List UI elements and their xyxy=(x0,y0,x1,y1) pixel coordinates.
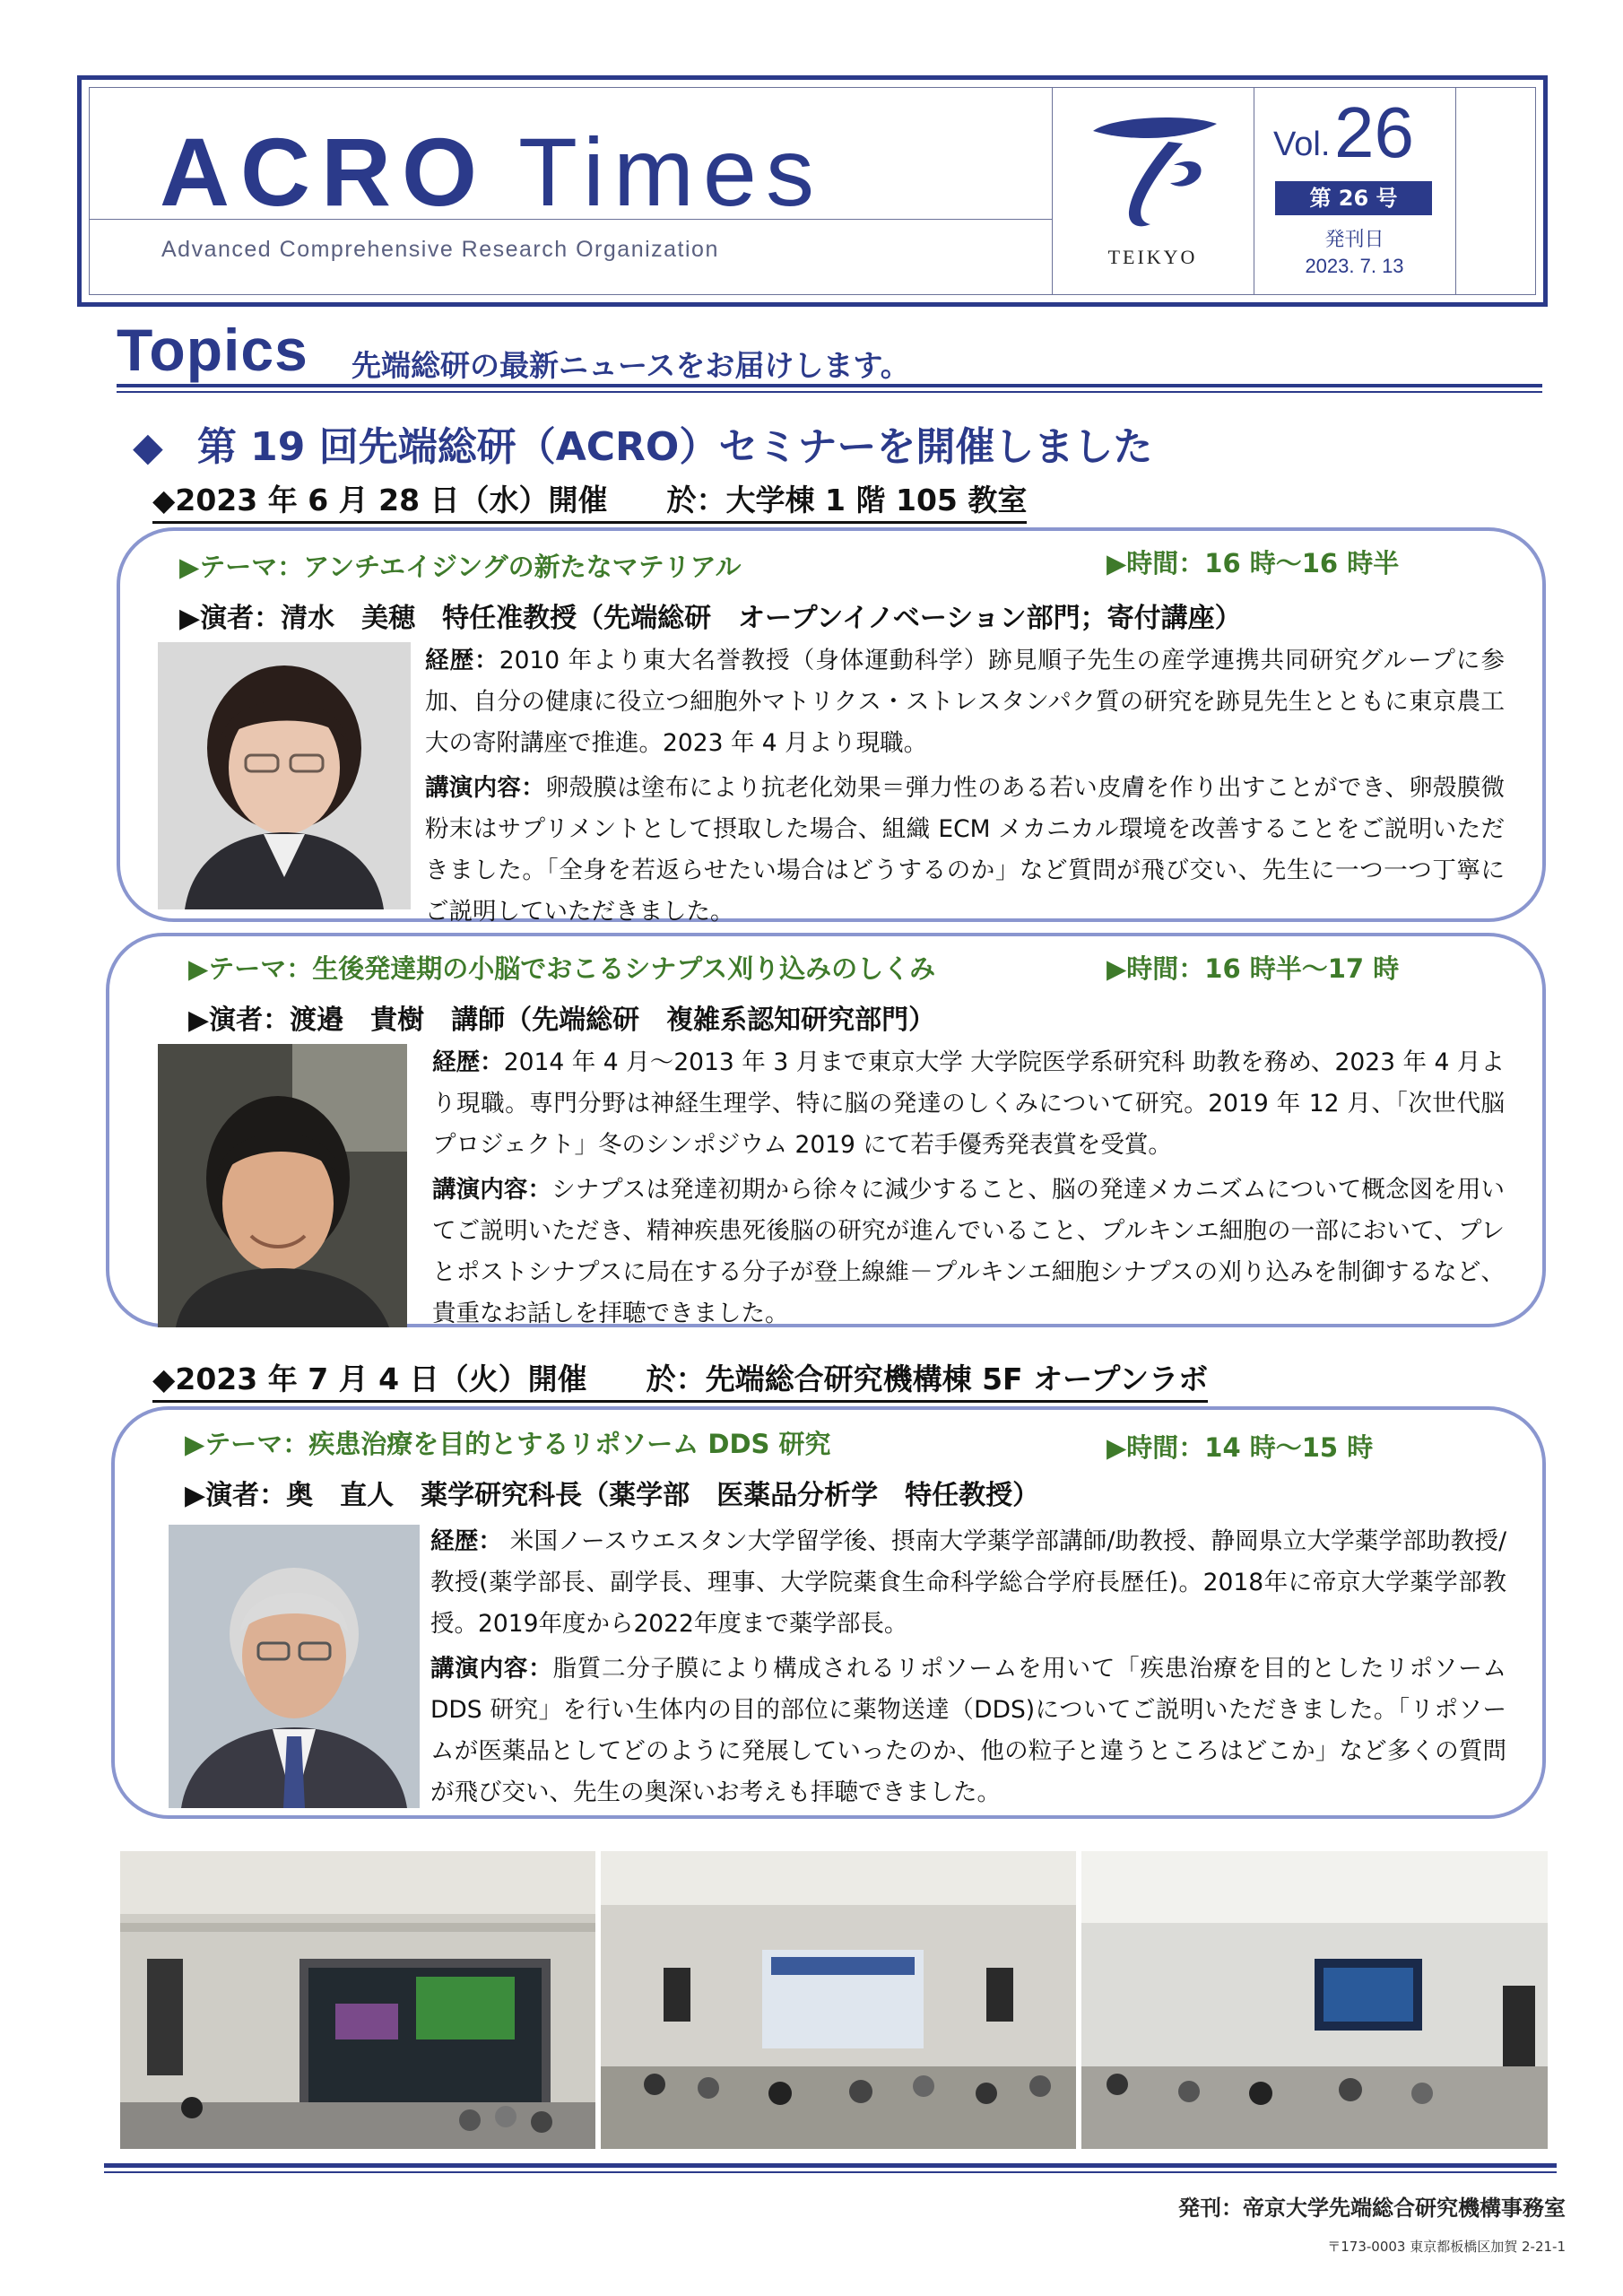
masthead-title-cell xyxy=(90,88,1053,294)
volume-label: Vol. xyxy=(1273,126,1331,163)
seminar-headline xyxy=(133,414,1152,472)
teikyo-logo-icon xyxy=(1086,111,1220,237)
organization-name: Advanced Comprehensive Research Organization xyxy=(161,237,719,262)
footer-rule-thin xyxy=(104,2171,1557,2173)
diamond-icon: ◆ xyxy=(133,424,163,470)
session-time: ▶時間：16 時半～17 時 xyxy=(1107,953,1400,984)
career-label: 経歴： xyxy=(432,1048,504,1076)
event-heading-1: ◆2023 年 6 月 28 日（水）開催 於：大学棟 1 階 105 教室 xyxy=(152,477,1027,524)
masthead-frame xyxy=(89,87,1536,295)
publish-date: 2023. 7. 13 xyxy=(1305,255,1404,277)
session-theme: ▶テーマ：アンチエイジングの新たなマテリアル xyxy=(179,552,742,582)
session-speaker: ▶演者：奥 直人 薬学研究科長（薬学部 医薬品分析学 特任教授） xyxy=(185,1480,1040,1511)
session-box-2 xyxy=(106,933,1546,1327)
lecture-text: 脂質二分子膜により構成されるリポソームを用いて「疾患治療を目的としたリポソーム DDS 研究」を行い生体内の目的部位に薬物送達（DDS)についてご説明いただきました。「リポソームが医薬品としてどのように発展していったのか、他の粒子と違うところはどこか」など多くの質問が飛び交い、先生の奥深いお考えも拝聴できました。 xyxy=(430,1655,1507,1806)
masthead-end-cell xyxy=(1455,88,1535,294)
headline-text: 第 19 回先端総研（ACRO）セミナーを開催しました xyxy=(196,424,1153,470)
brand-title xyxy=(160,117,823,226)
session-theme: ▶テーマ：疾患治療を目的とするリポソーム DDS 研究 xyxy=(185,1429,831,1459)
career-label: 経歴： xyxy=(425,647,499,674)
lecture-text: シナプスは発達初期から徐々に減少すること、脳の発達メカニズムについて概念図を用いてご説明いただき、精神疾患死後脳の研究が進んでいること、プルキンエ細胞の一部において、プレとポストシナプスに局在する分子が登上線維－プルキンエ細胞シナプスの刈り込みを制御するなど、貴重なお話しを拝聴できました。 xyxy=(432,1176,1505,1327)
topics-rule xyxy=(117,384,1542,387)
topics-subtitle: 先端総研の最新ニュースをお届けします。 xyxy=(352,348,910,383)
career-label: 経歴： xyxy=(430,1527,503,1555)
session-speaker: ▶演者：渡邉 貴樹 講師（先端総研 複雑系認知研究部門） xyxy=(188,1004,936,1036)
seminar-photo-3 xyxy=(1081,1851,1548,2149)
address: 〒173-0003 東京都板橋区加賀 2-21-1 xyxy=(1327,2239,1566,2255)
topics-title: Topics xyxy=(117,317,308,383)
career-text: 米国ノースウエスタン大学留学後、摂南大学薬学部講師/助教授、静岡県立大学薬学部助教授/教授(薬学部長、副学長、理事、大学院薬食生命科学総合学府長歴任)。2018年に帝京大学薬学部教授。2019年度から2022年度まで薬学部長。 xyxy=(430,1527,1507,1638)
publish-label: 発刊日 xyxy=(1324,229,1384,251)
speaker-photo-2 xyxy=(158,1044,407,1327)
seminar-photo-2 xyxy=(601,1851,1076,2149)
session-theme: ▶テーマ：生後発達期の小脳でおこるシナプス刈り込みのしくみ xyxy=(188,953,936,984)
session-career xyxy=(430,1521,1506,1645)
masthead-volume-cell xyxy=(1254,88,1456,294)
speaker-photo-1 xyxy=(158,642,411,909)
session-speaker: ▶演者：清水 美穂 特任准教授（先端総研 オープンイノベーション部門；寄付講座） xyxy=(179,603,1242,634)
speaker-photo-3 xyxy=(169,1525,420,1808)
lecture-label: 講演内容： xyxy=(432,1176,552,1204)
title-divider xyxy=(90,219,1052,220)
lecture-label: 講演内容： xyxy=(430,1655,553,1683)
career-text: 2014 年 4 月～2013 年 3 月まで東京大学 大学院医学系研究科 助教を務め、2023 年 4 月より現職。専門分野は神経生理学、特に脳の発達のしくみについて研究。2019 年 12 月、「次世代脳プロジェクト」冬のシンポジウム 2019 にて若手優秀発表賞を受賞。 xyxy=(432,1048,1505,1159)
brand-light: Times xyxy=(518,117,823,226)
session-lecture xyxy=(425,768,1505,933)
session-time: ▶時間：14 時～15 時 xyxy=(1107,1432,1374,1463)
session-box-3 xyxy=(111,1406,1546,1819)
brand-bold: ACRO xyxy=(160,117,488,226)
lecture-text: 卵殻膜は塗布により抗老化効果＝弾力性のある若い皮膚を作り出すことができ、卵殻膜微粉末はサプリメントとして摂取した場合、組織 ECM メカニカル環境を改善することをご説明いただきました。「全身を若返らせたい場合はどうするのか」など質問が飛び交い、先生に一つ一つ丁寧にご説明していただきました。 xyxy=(425,774,1505,926)
topics-rule-thin xyxy=(117,391,1542,393)
career-text: 2010 年より東大名誉教授（身体運動科学）跡見順子先生の産学連携共同研究グループに参加、自分の健康に役立つ細胞外マトリクス・ストレスタンパク質の研究を跡見先生とともに東京農工大の寄附講座で推進。2023 年 4 月より現職。 xyxy=(425,647,1505,757)
session-time: ▶時間：16 時～16 時半 xyxy=(1107,548,1400,578)
masthead xyxy=(77,75,1548,307)
publisher: 発刊：帝京大学先端総合研究機構事務室 xyxy=(1178,2196,1566,2221)
session-career xyxy=(425,640,1505,764)
session-lecture xyxy=(432,1170,1505,1335)
event-heading-2: ◆2023 年 7 月 4 日（火）開催 於：先端総合研究機構棟 5F オープンラボ xyxy=(152,1356,1208,1403)
session-career xyxy=(432,1042,1505,1166)
lecture-label: 講演内容： xyxy=(425,774,545,802)
volume-number: 26 xyxy=(1334,92,1414,172)
seminar-photo-1 xyxy=(120,1851,595,2149)
session-box-1 xyxy=(117,527,1546,926)
logo-text: TEIKYO xyxy=(1107,246,1198,268)
footer-rule xyxy=(104,2163,1557,2168)
masthead-logo-cell xyxy=(1052,88,1254,294)
session-lecture xyxy=(430,1648,1506,1813)
issue-badge: 第 26 号 xyxy=(1275,181,1432,215)
